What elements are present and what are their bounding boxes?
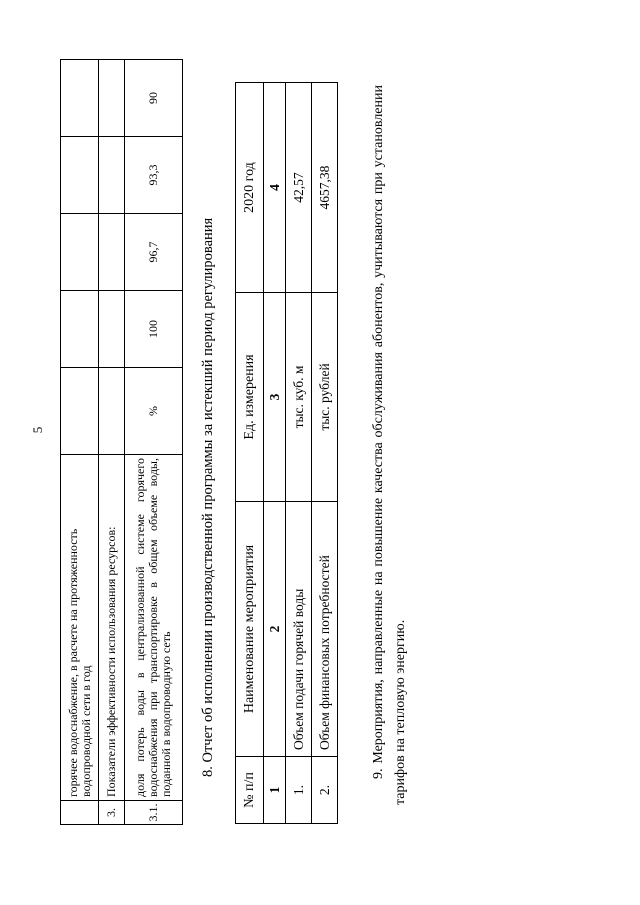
row-number: 3. xyxy=(99,801,125,825)
column-number: 2 xyxy=(264,502,286,757)
unit-cell xyxy=(61,368,99,455)
column-header: Ед. измерения xyxy=(236,293,264,502)
table-row xyxy=(125,60,183,825)
unit-cell: тыс. куб. м xyxy=(286,293,312,502)
column-number: 4 xyxy=(264,83,286,293)
value-cell xyxy=(61,291,99,368)
row-number xyxy=(61,801,99,825)
value-cell xyxy=(99,60,125,137)
value-cell: 93,3 xyxy=(125,137,183,214)
section-9-paragraph: 9. Мероприятия, направленные на повышение качества обслуживания абонентов, учитываются при установлении тарифов на тепловую энергию. xyxy=(371,85,408,805)
section-8-heading: 8. Отчет об исполнении производственной программы за истекший период регулирования xyxy=(200,217,216,777)
table-header-row xyxy=(236,83,264,824)
value-cell xyxy=(61,137,99,214)
unit-cell: % xyxy=(125,368,183,455)
measure-name: Объем подачи горячей воды xyxy=(286,502,312,757)
table-row xyxy=(99,60,125,825)
row-number: 1. xyxy=(286,757,312,824)
value-cell: 96,7 xyxy=(125,214,183,291)
unit-cell xyxy=(99,368,125,455)
value-cell: 42,57 xyxy=(286,83,312,293)
column-header: Наименование мероприятия xyxy=(236,502,264,757)
page-number: 5 xyxy=(30,426,45,434)
column-number: 3 xyxy=(264,293,286,502)
table-row xyxy=(61,60,99,825)
value-cell: 100 xyxy=(125,291,183,368)
column-header: 2020 год xyxy=(236,83,264,293)
value-cell xyxy=(61,60,99,137)
value-cell xyxy=(61,214,99,291)
row-number: 2. xyxy=(312,757,338,824)
value-cell xyxy=(99,214,125,291)
value-cell xyxy=(99,137,125,214)
unit-cell: тыс. рублей xyxy=(312,293,338,502)
indicator-name: доля потерь воды в централизованной системе горячего водоснабжения при транспортировке в общем объеме воды, поданной в водопроводную сеть xyxy=(125,455,183,801)
value-cell: 90 xyxy=(125,60,183,137)
indicator-name: горячее водоснабжение, в расчете на протяженность водопроводной сети в год xyxy=(61,455,99,801)
row-number: 3.1. xyxy=(125,801,183,825)
program-report-table xyxy=(235,82,338,824)
table-row xyxy=(286,83,312,824)
indicator-name: Показатели эффективности использования ресурсов: xyxy=(99,455,125,801)
column-header: № п/п xyxy=(236,757,264,824)
indicators-table xyxy=(60,59,183,825)
value-cell: 4657,38 xyxy=(312,83,338,293)
measure-name: Объем финансовых потребностей xyxy=(312,502,338,757)
column-number: 1 xyxy=(264,757,286,824)
value-cell xyxy=(99,291,125,368)
table-row xyxy=(312,83,338,824)
column-number-row xyxy=(264,83,286,824)
